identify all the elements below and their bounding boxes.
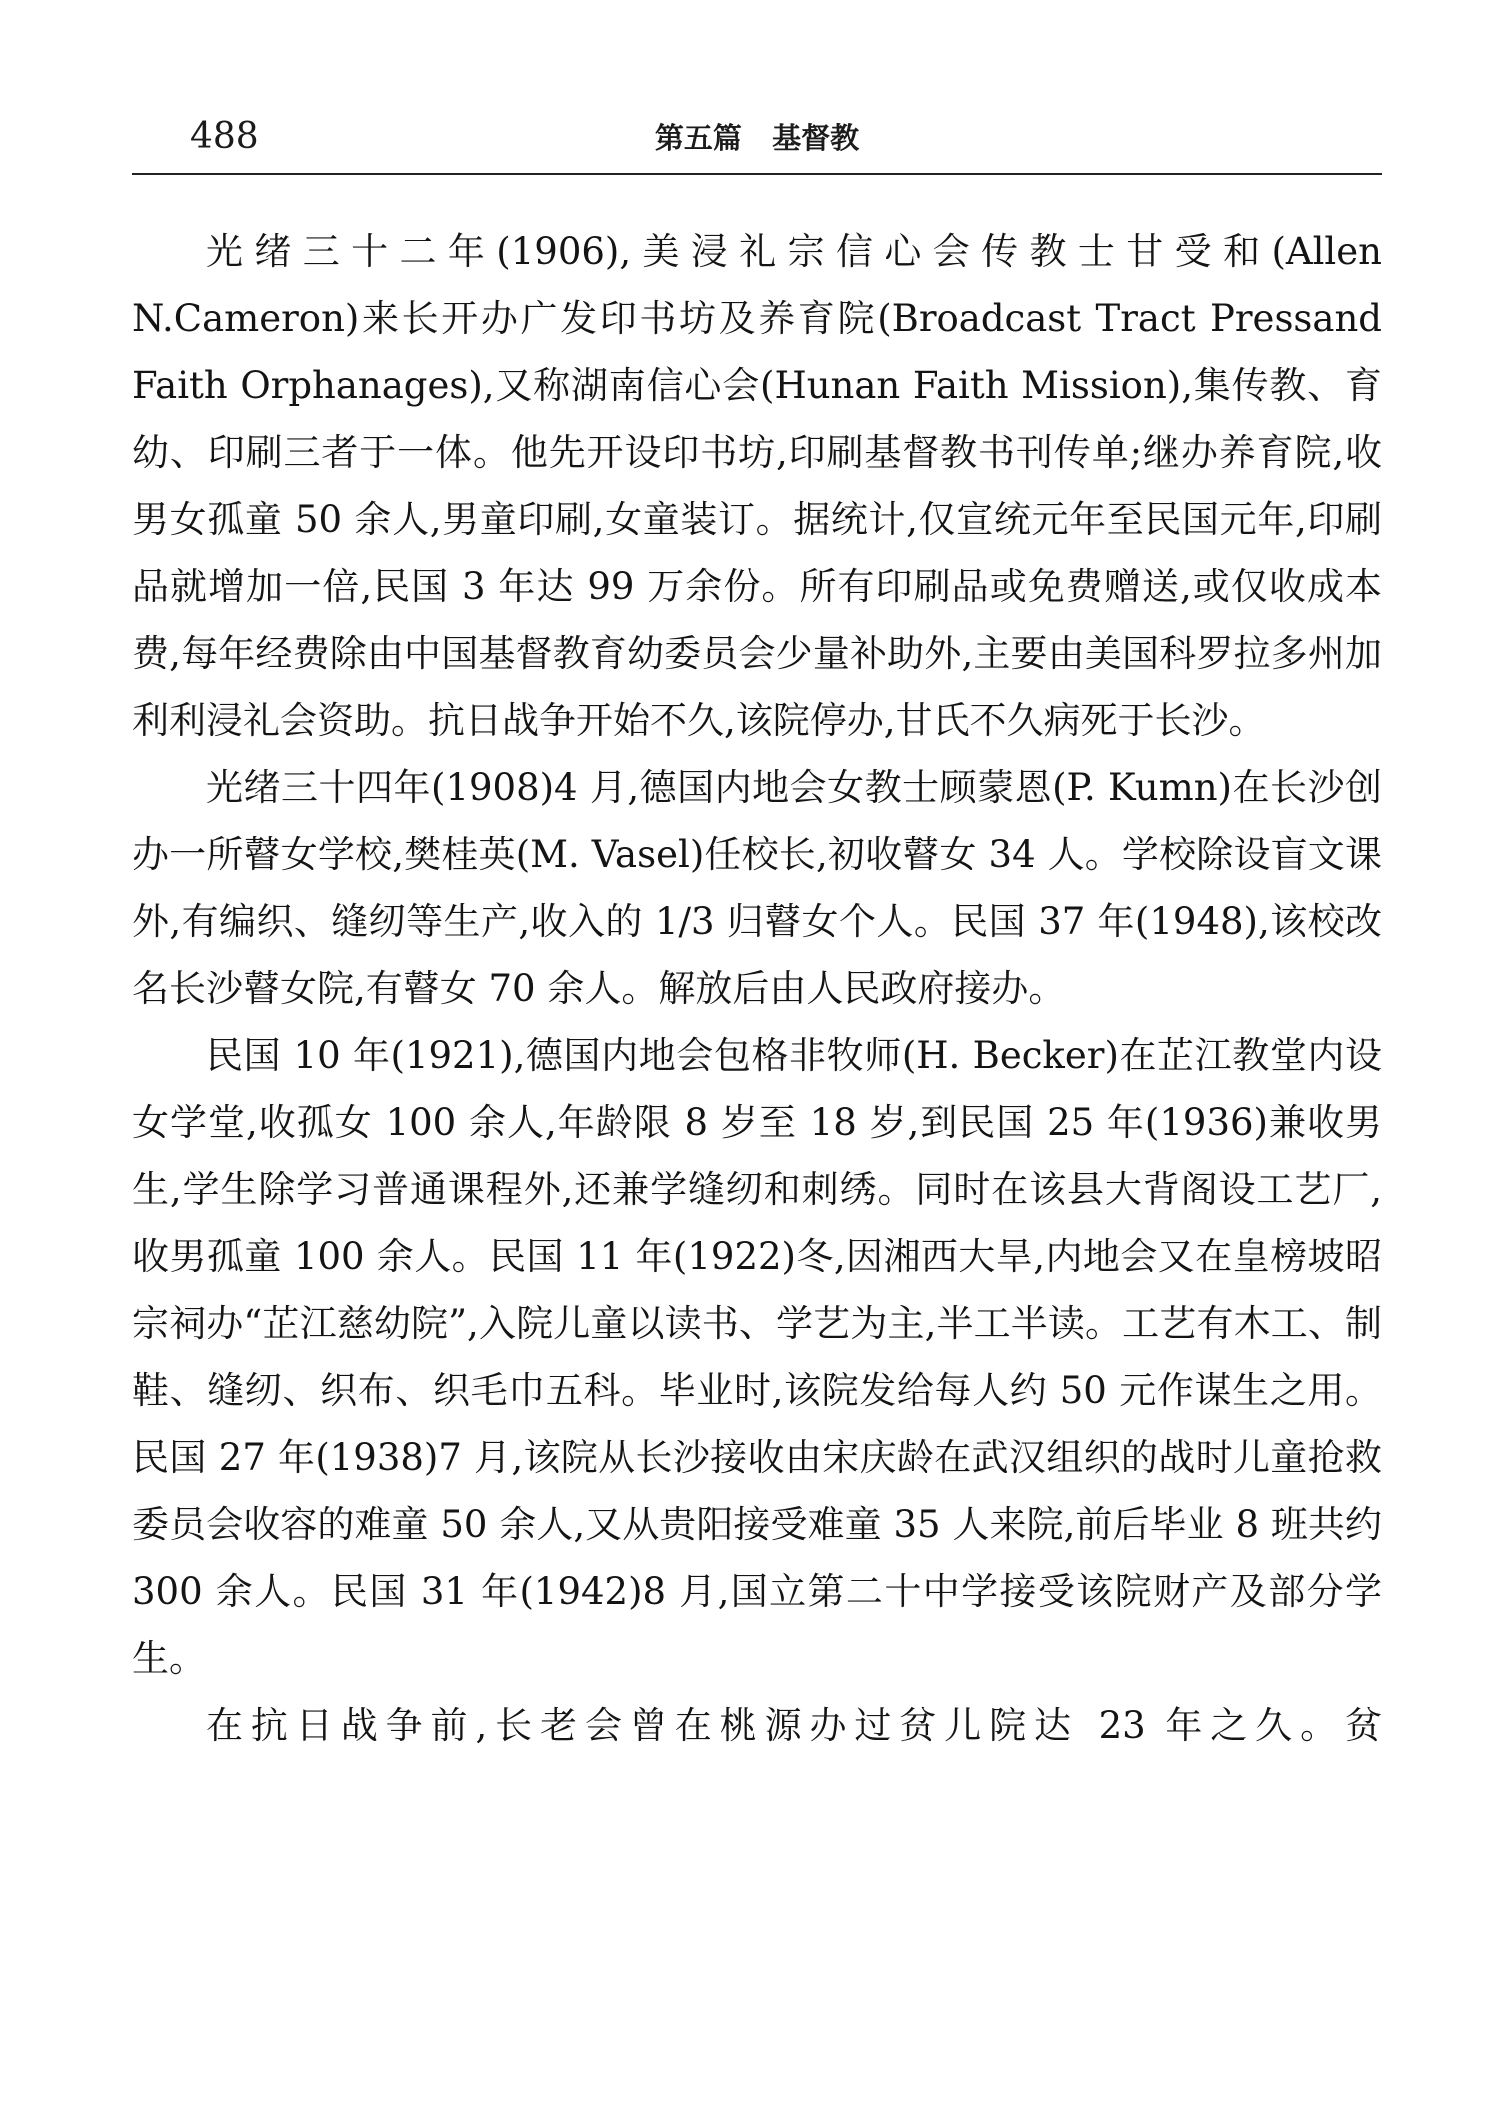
- paragraph-zhijiang-orphanage: 民国 10 年(1921),德国内地会包格非牧师(H. Becker)在芷江教堂内设女学堂,收孤女 100 余人,年龄限 8 岁至 18 岁,到民国 25 年(1936)兼收男生,学生除学习普通课程外,还兼学缝纫和刺绣。同时在该县大背阁设工艺厂,收男孤童 100 余人。民国 11 年(1922)冬,因湘西大旱,内地会又在皇榜坡昭宗祠办“芷江慈幼院”,入院儿童以读书、学艺为主,半工半读。工艺有木工、制鞋、缝纫、织布、织毛巾五科。毕业时,该院发给每人约 50 元作谋生之用。民国 27 年(1938)7 月,该院从长沙接收由宋庆龄在武汉组织的战时儿童抢救委员会收容的难童 50 余人,又从贵阳接受难童 35 人来院,前后毕业 8 班共约 300 余人。民国 31 年(1942)8 月,国立第二十中学接受该院财产及部分学生。: [132, 1034, 1382, 1680]
- page-number: 488: [190, 116, 259, 157]
- paragraph-blind-girls-school: 光绪三十四年(1908)4 月,德国内地会女教士顾蒙恩(P. Kumn)在长沙创办一所瞽女学校,樊桂英(M. Vasel)任校长,初收瞽女 34 人。学校除设盲文课外,有编织、缝纫等生产,收入的 1/3 归瞽女个人。民国 37 年(1948),该校改名长沙瞽女院,有瞽女 70 余人。解放后由人民政府接办。: [132, 766, 1382, 1010]
- header-rule: [132, 173, 1382, 175]
- body-text: [132, 218, 1382, 1759]
- paragraph-taoyuan-poor-children: 在抗日战争前,长老会曾在桃源办过贫儿院达 23 年之久。贫: [206, 1704, 1382, 1747]
- running-head: 第五篇 基督教: [654, 121, 860, 155]
- page-header: [132, 112, 1382, 174]
- paragraph-broadcast-tract-press: 光绪三十二年(1906),美浸礼宗信心会传教士甘受和(Allen N.Cameron)来长开办广发印书坊及养育院(Broadcast Tract Pressand Faith Orphanages),又称湖南信心会(Hunan Faith Mission),集传教、育幼、印刷三者于一体。他先开设印书坊,印刷基督教书刊传单;继办养育院,收男女孤童 50 余人,男童印刷,女童装订。据统计,仅宣统元年至民国元年,印刷品就增加一倍,民国 3 年达 99 万余份。所有印刷品或免费赠送,或仅收成本费,每年经费除由中国基督教育幼委员会少量补助外,主要由美国科罗拉多州加利利浸礼会资助。抗日战争开始不久,该院停办,甘氏不久病死于长沙。: [132, 230, 1382, 742]
